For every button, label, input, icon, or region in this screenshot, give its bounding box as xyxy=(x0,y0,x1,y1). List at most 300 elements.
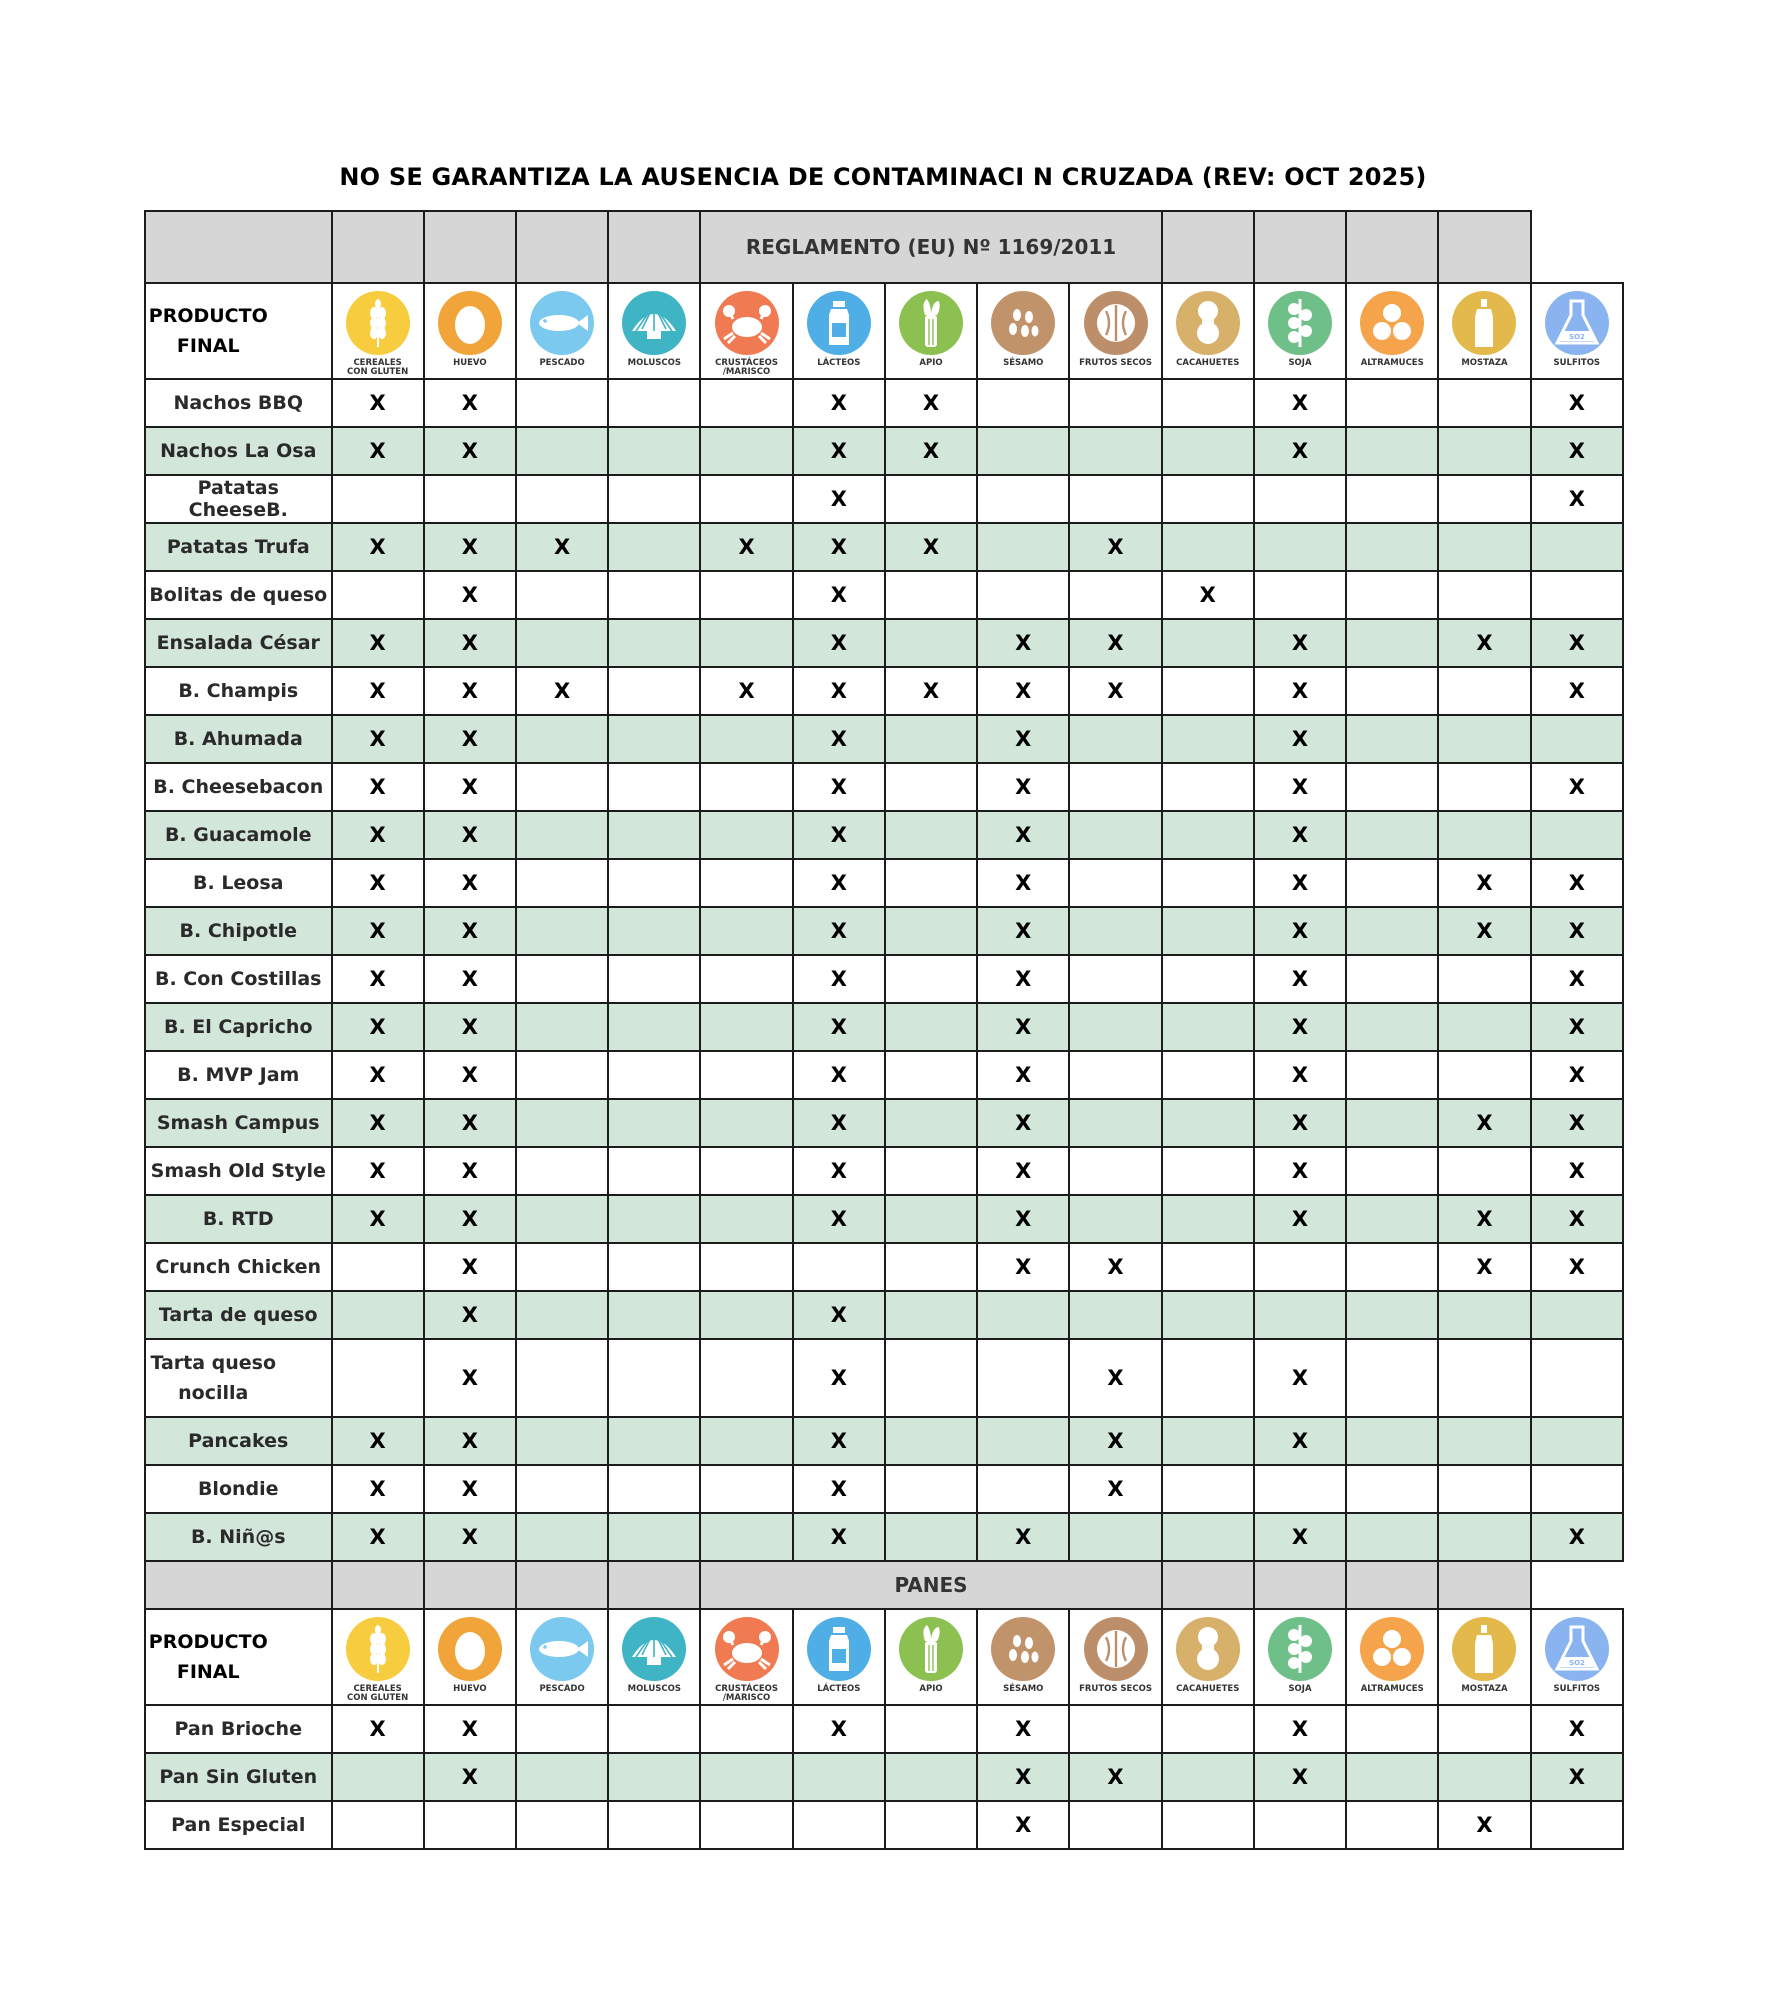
empty-cell xyxy=(1438,571,1530,619)
allergen-mark: X xyxy=(332,763,424,811)
allergen-mark: X xyxy=(977,763,1069,811)
allergen-mark: X xyxy=(793,1003,885,1051)
banner-cell xyxy=(608,211,700,283)
empty-cell xyxy=(1346,1465,1438,1513)
allergen-label: PESCADO xyxy=(539,358,585,368)
allergen-mark: X xyxy=(332,523,424,571)
allergen-mark: X xyxy=(332,907,424,955)
allergen-mark: X xyxy=(1531,1195,1623,1243)
empty-cell xyxy=(885,1417,977,1465)
allergen-mark: X xyxy=(977,907,1069,955)
empty-cell xyxy=(608,427,700,475)
empty-cell xyxy=(700,763,792,811)
empty-cell xyxy=(700,1705,792,1753)
empty-cell xyxy=(1162,1099,1254,1147)
empty-cell xyxy=(1162,475,1254,523)
allergen-mark: X xyxy=(793,571,885,619)
empty-cell xyxy=(516,1147,608,1195)
empty-cell xyxy=(1346,1147,1438,1195)
empty-cell xyxy=(1162,955,1254,1003)
empty-cell xyxy=(608,907,700,955)
empty-cell xyxy=(608,523,700,571)
allergen-mark: X xyxy=(700,667,792,715)
allergen-header-0 xyxy=(332,283,424,379)
allergen-mark: X xyxy=(977,1051,1069,1099)
empty-cell xyxy=(1069,1003,1161,1051)
allergen-label: CRUSTÁCEOS /MARISCO xyxy=(715,358,779,377)
allergen-mark: X xyxy=(1438,1195,1530,1243)
empty-cell xyxy=(1438,427,1530,475)
table-row xyxy=(145,763,1623,811)
product-name: B. Leosa xyxy=(145,859,332,907)
empty-cell xyxy=(1162,859,1254,907)
empty-cell xyxy=(700,1243,792,1291)
allergen-mark: X xyxy=(424,379,516,427)
allergen-mark: X xyxy=(793,1195,885,1243)
empty-cell xyxy=(1069,1051,1161,1099)
allergen-mark: X xyxy=(1254,1513,1346,1561)
shell-icon xyxy=(620,289,688,357)
product-name: Pan Especial xyxy=(145,1801,332,1849)
allergen-mark: X xyxy=(977,667,1069,715)
empty-cell xyxy=(516,619,608,667)
allergen-mark: X xyxy=(793,475,885,523)
table-row xyxy=(145,427,1623,475)
empty-cell xyxy=(608,667,700,715)
table-row xyxy=(145,1801,1623,1849)
allergen-mark: X xyxy=(977,811,1069,859)
empty-cell xyxy=(793,1801,885,1849)
allergen-label: SULFITOS xyxy=(1553,1684,1601,1694)
empty-cell xyxy=(977,379,1069,427)
product-name: B. MVP Jam xyxy=(145,1051,332,1099)
allergen-mark: X xyxy=(977,1195,1069,1243)
empty-cell xyxy=(1162,1051,1254,1099)
lupin-icon xyxy=(1358,289,1426,357)
empty-cell xyxy=(1438,1339,1530,1417)
empty-cell xyxy=(1162,1243,1254,1291)
product-name: B. Con Costillas xyxy=(145,955,332,1003)
allergen-mark: X xyxy=(424,667,516,715)
allergen-mark: X xyxy=(1531,1003,1623,1051)
allergen-mark: X xyxy=(1069,1243,1161,1291)
empty-cell xyxy=(885,1753,977,1801)
column-header-product: PRODUCTO FINAL xyxy=(145,283,332,379)
allergen-label: PESCADO xyxy=(539,1684,585,1694)
allergen-mark: X xyxy=(424,715,516,763)
table-row xyxy=(145,523,1623,571)
empty-cell xyxy=(1346,715,1438,763)
product-name: Pancakes xyxy=(145,1417,332,1465)
allergen-mark: X xyxy=(1254,859,1346,907)
allergen-mark: X xyxy=(424,1339,516,1417)
allergen-header-3 xyxy=(608,283,700,379)
empty-cell xyxy=(885,1003,977,1051)
empty-cell xyxy=(885,1051,977,1099)
product-name: Nachos BBQ xyxy=(145,379,332,427)
walnut-icon xyxy=(1082,1615,1150,1683)
soy-icon xyxy=(1266,1615,1334,1683)
empty-cell xyxy=(700,379,792,427)
empty-cell xyxy=(885,1243,977,1291)
allergen-header-6 xyxy=(885,1609,977,1705)
allergen-label: SOJA xyxy=(1288,1684,1312,1694)
empty-cell xyxy=(608,1801,700,1849)
allergen-mark: X xyxy=(1162,571,1254,619)
allergen-mark: X xyxy=(1531,619,1623,667)
allergen-mark: X xyxy=(1531,763,1623,811)
allergen-label: HUEVO xyxy=(453,358,487,368)
empty-cell xyxy=(516,1753,608,1801)
empty-cell xyxy=(1346,1243,1438,1291)
empty-cell xyxy=(1531,1417,1623,1465)
empty-cell xyxy=(608,1705,700,1753)
allergen-mark: X xyxy=(977,1003,1069,1051)
allergen-label: FRUTOS SECOS xyxy=(1079,1684,1152,1694)
allergen-mark: X xyxy=(1069,667,1161,715)
allergen-mark: X xyxy=(885,667,977,715)
allergen-mark: X xyxy=(1531,859,1623,907)
allergen-label: HUEVO xyxy=(453,1684,487,1694)
empty-cell xyxy=(1069,955,1161,1003)
empty-cell xyxy=(700,1753,792,1801)
allergen-mark: X xyxy=(1254,619,1346,667)
allergen-mark: X xyxy=(516,523,608,571)
empty-cell xyxy=(608,859,700,907)
banner-cell xyxy=(1162,1561,1254,1609)
allergen-mark: X xyxy=(1438,859,1530,907)
empty-cell xyxy=(885,1465,977,1513)
allergen-header-11 xyxy=(1346,283,1438,379)
allergen-mark: X xyxy=(1254,715,1346,763)
banner-cell xyxy=(516,211,608,283)
product-name: Patatas CheeseB. xyxy=(145,475,332,523)
allergen-mark: X xyxy=(1438,1801,1530,1849)
table-row xyxy=(145,1243,1623,1291)
allergen-label: MOLUSCOS xyxy=(627,358,682,368)
empty-cell xyxy=(977,1417,1069,1465)
allergen-mark: X xyxy=(793,907,885,955)
allergen-label: SULFITOS xyxy=(1553,358,1601,368)
empty-cell xyxy=(608,1291,700,1339)
empty-cell xyxy=(700,859,792,907)
empty-cell xyxy=(516,1513,608,1561)
allergen-mark: X xyxy=(332,379,424,427)
product-name: B. El Capricho xyxy=(145,1003,332,1051)
empty-cell xyxy=(885,1339,977,1417)
empty-cell xyxy=(516,1003,608,1051)
soy-icon xyxy=(1266,289,1334,357)
allergen-mark: X xyxy=(1254,1417,1346,1465)
empty-cell xyxy=(516,859,608,907)
empty-cell xyxy=(516,1099,608,1147)
empty-cell xyxy=(1069,427,1161,475)
regulation-banner-title: REGLAMENTO (EU) Nº 1169/2011 xyxy=(700,211,1161,283)
allergen-header-8 xyxy=(1069,283,1161,379)
allergen-mark: X xyxy=(793,1291,885,1339)
empty-cell xyxy=(608,619,700,667)
empty-cell xyxy=(1438,379,1530,427)
product-name: B. Chipotle xyxy=(145,907,332,955)
empty-cell xyxy=(1531,1465,1623,1513)
allergen-header-7 xyxy=(977,1609,1069,1705)
empty-cell xyxy=(885,715,977,763)
allergen-mark: X xyxy=(332,1099,424,1147)
allergen-mark: X xyxy=(885,427,977,475)
allergen-mark: X xyxy=(424,1753,516,1801)
product-name: Tarta queso nocilla xyxy=(145,1339,332,1417)
empty-cell xyxy=(700,955,792,1003)
crab-icon xyxy=(713,1615,781,1683)
allergen-label: SOJA xyxy=(1288,358,1312,368)
empty-cell xyxy=(608,1753,700,1801)
allergen-mark: X xyxy=(1531,427,1623,475)
product-name: Tarta de queso xyxy=(145,1291,332,1339)
empty-cell xyxy=(977,523,1069,571)
banner-cell xyxy=(332,211,424,283)
allergen-header-9 xyxy=(1162,1609,1254,1705)
allergen-header-5 xyxy=(793,283,885,379)
allergen-label: ALTRAMUCES xyxy=(1360,358,1424,368)
empty-cell xyxy=(1438,715,1530,763)
empty-cell xyxy=(516,1417,608,1465)
empty-cell xyxy=(332,1243,424,1291)
product-name: B. Cheesebacon xyxy=(145,763,332,811)
allergen-mark: X xyxy=(793,1147,885,1195)
banner-cell xyxy=(1346,211,1438,283)
table-row xyxy=(145,1513,1623,1561)
allergen-mark: X xyxy=(793,1465,885,1513)
allergen-mark: X xyxy=(793,1051,885,1099)
banner-cell xyxy=(424,211,516,283)
empty-cell xyxy=(332,1801,424,1849)
allergen-mark: X xyxy=(700,523,792,571)
allergen-mark: X xyxy=(1254,907,1346,955)
allergen-header-12 xyxy=(1438,283,1530,379)
empty-cell xyxy=(1069,379,1161,427)
table-row xyxy=(145,955,1623,1003)
empty-cell xyxy=(1346,1753,1438,1801)
allergen-mark: X xyxy=(424,955,516,1003)
empty-cell xyxy=(700,1099,792,1147)
allergen-mark: X xyxy=(793,715,885,763)
allergen-mark: X xyxy=(977,859,1069,907)
empty-cell xyxy=(1346,907,1438,955)
allergen-mark: X xyxy=(1531,1099,1623,1147)
allergen-mark: X xyxy=(793,1513,885,1561)
allergen-mark: X xyxy=(424,523,516,571)
allergen-mark: X xyxy=(793,427,885,475)
empty-cell xyxy=(1162,1417,1254,1465)
empty-cell xyxy=(1254,1801,1346,1849)
empty-cell xyxy=(608,811,700,859)
product-name: Nachos La Osa xyxy=(145,427,332,475)
allergen-mark: X xyxy=(332,1003,424,1051)
empty-cell xyxy=(1438,475,1530,523)
empty-cell xyxy=(1346,1195,1438,1243)
allergen-mark: X xyxy=(977,619,1069,667)
empty-cell xyxy=(700,571,792,619)
empty-cell xyxy=(1069,1291,1161,1339)
panes-header-row xyxy=(145,1609,1623,1705)
page-title: NO SE GARANTIZA LA AUSENCIA DE CONTAMINACI N CRUZADA (REV: OCT 2025) xyxy=(339,163,1427,191)
milk-icon xyxy=(805,1615,873,1683)
allergen-mark: X xyxy=(1438,907,1530,955)
empty-cell xyxy=(1346,475,1438,523)
celery-icon xyxy=(897,1615,965,1683)
allergen-mark: X xyxy=(1531,955,1623,1003)
table-row xyxy=(145,859,1623,907)
empty-cell xyxy=(885,1513,977,1561)
wheat-icon xyxy=(344,1615,412,1683)
allergen-mark: X xyxy=(424,1099,516,1147)
allergen-mark: X xyxy=(793,667,885,715)
table-row xyxy=(145,1417,1623,1465)
empty-cell xyxy=(1346,1705,1438,1753)
empty-cell xyxy=(608,763,700,811)
empty-cell xyxy=(516,715,608,763)
allergen-mark: X xyxy=(1531,1147,1623,1195)
empty-cell xyxy=(1254,523,1346,571)
empty-cell xyxy=(1162,715,1254,763)
product-name: Patatas Trufa xyxy=(145,523,332,571)
allergen-mark: X xyxy=(793,859,885,907)
allergen-header-13 xyxy=(1531,1609,1623,1705)
banner-cell xyxy=(1162,211,1254,283)
empty-cell xyxy=(1438,1417,1530,1465)
allergen-mark: X xyxy=(977,1243,1069,1291)
empty-cell xyxy=(885,571,977,619)
wheat-icon xyxy=(344,289,412,357)
empty-cell xyxy=(700,1465,792,1513)
allergen-mark: X xyxy=(1069,1465,1161,1513)
empty-cell xyxy=(1346,1417,1438,1465)
allergen-mark: X xyxy=(1531,475,1623,523)
empty-cell xyxy=(885,1705,977,1753)
table-row xyxy=(145,475,1623,523)
empty-cell xyxy=(977,475,1069,523)
allergen-mark: X xyxy=(332,859,424,907)
panes-banner-title: PANES xyxy=(700,1561,1161,1609)
empty-cell xyxy=(1069,1705,1161,1753)
empty-cell xyxy=(332,1291,424,1339)
empty-cell xyxy=(608,475,700,523)
empty-cell xyxy=(608,1243,700,1291)
allergen-mark: X xyxy=(793,1339,885,1417)
banner-cell xyxy=(1346,1561,1438,1609)
product-name: Pan Sin Gluten xyxy=(145,1753,332,1801)
empty-cell xyxy=(977,571,1069,619)
allergen-mark: X xyxy=(424,1705,516,1753)
allergen-mark: X xyxy=(793,619,885,667)
allergen-mark: X xyxy=(1531,907,1623,955)
empty-cell xyxy=(516,1705,608,1753)
allergen-mark: X xyxy=(332,955,424,1003)
allergen-header-1 xyxy=(424,283,516,379)
svg-text:SO2: SO2 xyxy=(1568,1659,1585,1667)
product-name: Bolitas de queso xyxy=(145,571,332,619)
table-row xyxy=(145,1339,1623,1417)
empty-cell xyxy=(1162,763,1254,811)
empty-cell xyxy=(1346,1339,1438,1417)
sesame-icon xyxy=(989,1615,1057,1683)
allergen-mark: X xyxy=(977,1147,1069,1195)
empty-cell xyxy=(700,1195,792,1243)
allergen-header-10 xyxy=(1254,1609,1346,1705)
empty-cell xyxy=(885,955,977,1003)
empty-cell xyxy=(516,379,608,427)
empty-cell xyxy=(1346,1291,1438,1339)
empty-cell xyxy=(424,1801,516,1849)
allergen-label: CEREALES CON GLUTEN xyxy=(346,358,409,377)
empty-cell xyxy=(1069,907,1161,955)
allergen-mark: X xyxy=(793,955,885,1003)
allergen-mark: X xyxy=(1438,619,1530,667)
empty-cell xyxy=(332,1339,424,1417)
allergen-mark: X xyxy=(793,1099,885,1147)
empty-cell xyxy=(700,1147,792,1195)
empty-cell xyxy=(1438,955,1530,1003)
empty-cell xyxy=(608,955,700,1003)
empty-cell xyxy=(1254,1243,1346,1291)
flask-icon xyxy=(1543,1615,1611,1683)
allergen-label: CACAHUETES xyxy=(1176,1684,1240,1694)
empty-cell xyxy=(1531,1801,1623,1849)
allergen-label: CACAHUETES xyxy=(1176,358,1240,368)
panes-banner xyxy=(145,1561,1623,1609)
empty-cell xyxy=(793,1753,885,1801)
empty-cell xyxy=(1346,379,1438,427)
banner-cell xyxy=(1438,211,1530,283)
product-name: Ensalada César xyxy=(145,619,332,667)
banner-cell xyxy=(1438,1561,1530,1609)
empty-cell xyxy=(516,1801,608,1849)
table-row xyxy=(145,1705,1623,1753)
allergen-mark: X xyxy=(1254,1705,1346,1753)
allergen-mark: X xyxy=(1254,1753,1346,1801)
empty-cell xyxy=(1162,1003,1254,1051)
regulation-banner xyxy=(145,211,1623,283)
empty-cell xyxy=(1438,1465,1530,1513)
table-row xyxy=(145,1147,1623,1195)
empty-cell xyxy=(608,1417,700,1465)
allergen-mark: X xyxy=(1531,379,1623,427)
allergen-mark: X xyxy=(1254,811,1346,859)
allergen-mark: X xyxy=(885,379,977,427)
empty-cell xyxy=(885,1099,977,1147)
allergen-mark: X xyxy=(977,955,1069,1003)
allergen-header-11 xyxy=(1346,1609,1438,1705)
table-row xyxy=(145,1003,1623,1051)
empty-cell xyxy=(516,571,608,619)
allergen-mark: X xyxy=(424,763,516,811)
product-name: Smash Old Style xyxy=(145,1147,332,1195)
allergen-mark: X xyxy=(332,1195,424,1243)
product-name: B. Ahumada xyxy=(145,715,332,763)
allergen-mark: X xyxy=(332,1417,424,1465)
empty-cell xyxy=(1531,715,1623,763)
allergen-mark: X xyxy=(1438,1099,1530,1147)
mustard-icon xyxy=(1450,1615,1518,1683)
empty-cell xyxy=(700,1417,792,1465)
table-row xyxy=(145,619,1623,667)
empty-cell xyxy=(332,571,424,619)
empty-cell xyxy=(885,475,977,523)
empty-cell xyxy=(1346,1051,1438,1099)
allergen-mark: X xyxy=(793,811,885,859)
empty-cell xyxy=(516,1243,608,1291)
banner-cell xyxy=(608,1561,700,1609)
